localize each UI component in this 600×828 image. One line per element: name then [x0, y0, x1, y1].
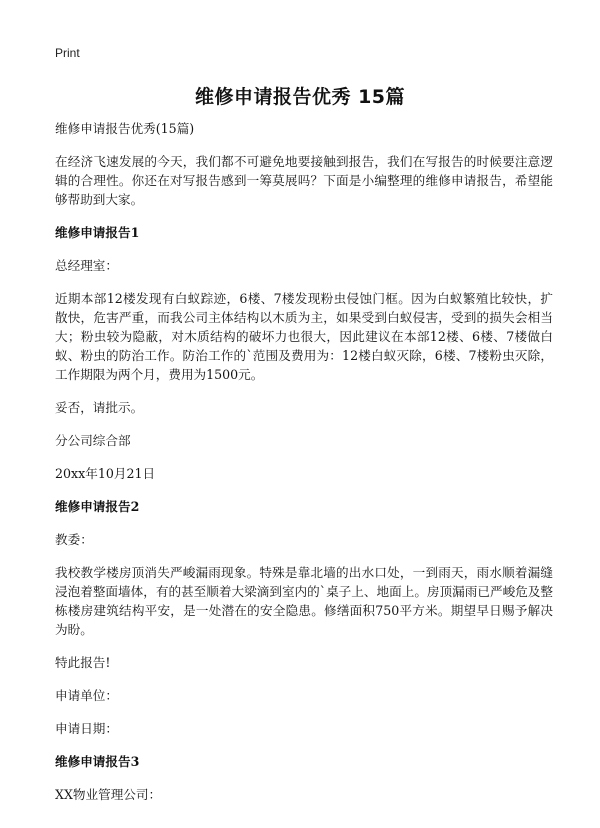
report3-salutation: XX物业管理公司： [55, 787, 162, 802]
document-subtitle: 维修申请报告优秀(15篇) [55, 121, 195, 136]
report2-unit-label: 申请单位： [55, 688, 118, 703]
report2-heading: 维修申请报告2 [55, 499, 140, 514]
report1-body: 近期本部12楼发现有白蚁踪迹，6楼、7楼发现粉虫侵蚀门框。因为白蚁繁殖比较快，扩散快，危害严重，而我公司主体结构以木质为主，如果受到白蚁侵害，受到的损失会相当大；粉虫较为隐蔽，对木质结构的破坏力也很大，因此建议在本部12楼、6楼、7楼做白蚁、粉虫的防治工作。防治工作的`范围及费用为：12楼白蚁灭除，6楼、7楼粉虫灭除，工作期限为两个月，费用为1500元。 [55, 291, 553, 382]
document-body [55, 119, 553, 818]
report2-closing: 特此报告! [55, 655, 111, 670]
page-title: 维修申请报告优秀 15篇 [194, 86, 406, 108]
report1-sender: 分公司综合部 [55, 433, 131, 448]
report1-salutation: 总经理室： [55, 258, 118, 273]
report1-heading: 维修申请报告1 [55, 225, 140, 240]
print-label[interactable]: Print [55, 46, 80, 60]
report3-heading: 维修申请报告3 [55, 754, 140, 769]
report2-date-label: 申请日期： [55, 721, 118, 736]
report2-body: 我校教学楼房顶消失严峻漏雨现象。特殊是靠北墙的出水口处，一到雨天，雨水顺着漏缝浸泡着整面墙体，有的甚至顺着大梁滴到室内的`桌子上、地面上。房顶漏雨已严峻危及整栋楼房建筑结构平安，是一处潜在的安全隐患。修缮面积750平方米。期望早日赐予解决为盼。 [55, 565, 553, 637]
report1-date: 20xx年10月21日 [55, 466, 156, 481]
intro-paragraph: 在经济飞速发展的今天，我们都不可避免地要接触到报告，我们在写报告的时候要注意逻辑的合理性。你还在对写报告感到一筹莫展吗？下面是小编整理的维修申请报告，希望能够帮助到大家。 [55, 154, 553, 207]
report1-request: 妥否，请批示。 [55, 400, 144, 415]
report2-salutation: 教委： [55, 532, 93, 547]
